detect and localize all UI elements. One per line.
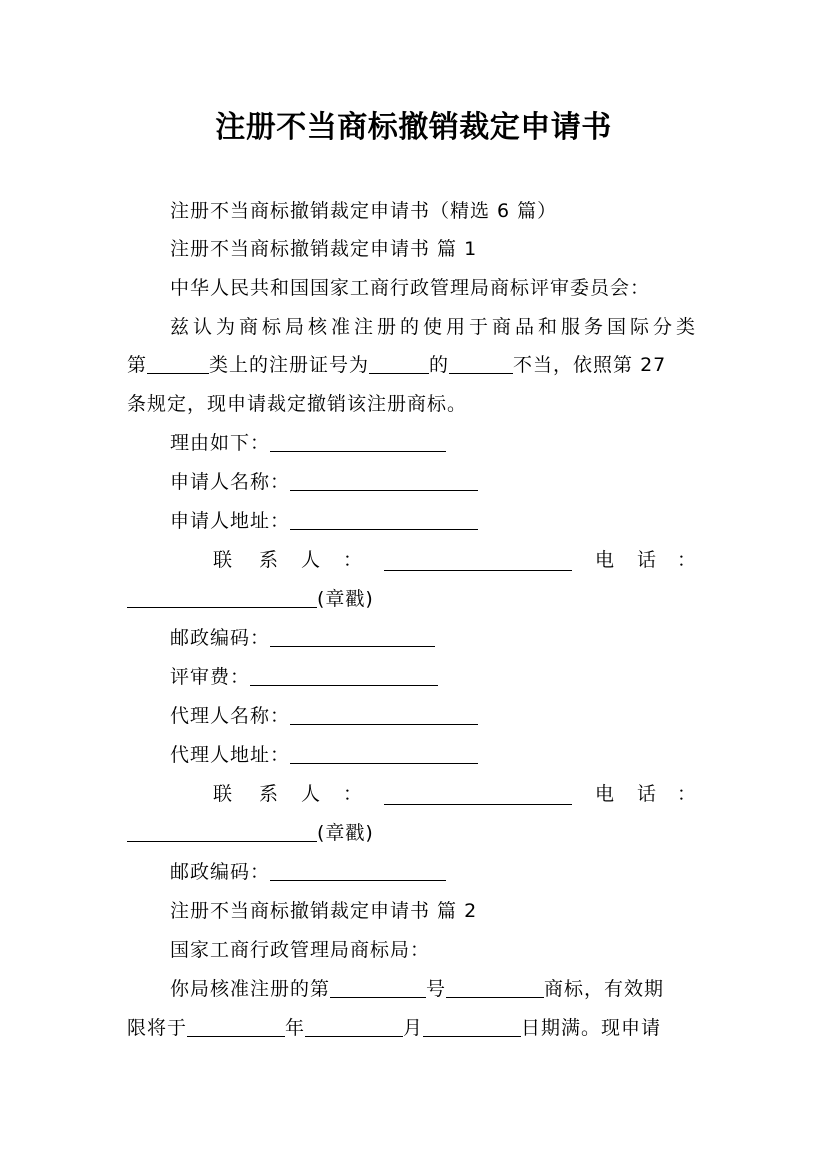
agent-phone-seal-line	[0, 818, 827, 848]
blank-month-field[interactable]	[305, 1016, 403, 1037]
blank-year-field[interactable]	[187, 1016, 285, 1037]
text-your-bureau: 你局核准注册的第	[170, 978, 331, 1000]
seal-label: (章戳)	[317, 588, 374, 610]
phone-field[interactable]	[127, 587, 317, 608]
agent-address-line	[0, 740, 827, 770]
fee-label: 评审费：	[170, 666, 251, 688]
part1-body-line2	[0, 350, 827, 380]
agent-name-label: 代理人名称：	[170, 705, 291, 727]
text-hao: 号	[426, 978, 447, 1000]
contact-field[interactable]	[384, 550, 572, 571]
part1-body-line3: 条规定，现申请裁定撤销该注册商标。	[127, 393, 468, 415]
phone-char-1: 电	[595, 549, 615, 571]
postcode-line	[0, 623, 827, 653]
blank-number-field[interactable]	[330, 977, 426, 998]
contact-char-1: 联	[213, 549, 233, 571]
contact-colon: ：	[343, 549, 363, 571]
part2-body-line1	[0, 974, 827, 1004]
postcode2-label: 邮政编码：	[170, 861, 271, 883]
agent-seal-label: (章戳)	[317, 822, 374, 844]
agent-address-label: 代理人地址：	[170, 744, 291, 766]
text-de: 的	[429, 354, 450, 376]
text-year: 年	[285, 1017, 306, 1039]
postcode2-field[interactable]	[270, 860, 446, 881]
applicant-name-field[interactable]	[290, 470, 478, 491]
applicant-address-line	[0, 506, 827, 536]
blank-class-field[interactable]	[147, 353, 209, 374]
text-month: 月	[403, 1017, 424, 1039]
agent-contact-char-1: 联	[213, 783, 233, 805]
agent-name-line	[0, 701, 827, 731]
contact-char-2: 系	[259, 549, 279, 571]
part1-addressee: 中华人民共和国国家工商行政管理局商标评审委员会：	[170, 277, 651, 299]
document-title: 注册不当商标撤销裁定申请书	[215, 110, 612, 145]
applicant-address-field[interactable]	[290, 509, 478, 530]
postcode-field[interactable]	[270, 626, 435, 647]
phone-colon: ：	[677, 549, 697, 571]
text-di: 第	[127, 354, 148, 376]
postcode2-line	[0, 857, 827, 887]
text-improper: 不当，依照第 27	[513, 354, 667, 376]
phone-char-2: 话	[637, 549, 657, 571]
applicant-name-line	[0, 467, 827, 497]
blank-reg-number-field[interactable]	[369, 353, 429, 374]
reason-label: 理由如下：	[170, 432, 271, 454]
contact-char-3: 人	[301, 549, 321, 571]
agent-contact-colon: ：	[343, 783, 363, 805]
blank-mark-field[interactable]	[449, 353, 513, 374]
phone-seal-line	[0, 584, 827, 614]
blank-trademark-field[interactable]	[446, 977, 544, 998]
agent-phone-field[interactable]	[127, 821, 317, 842]
agent-address-field[interactable]	[290, 743, 478, 764]
agent-phone-colon: ：	[677, 783, 697, 805]
text-expire: 限将于	[127, 1017, 188, 1039]
agent-contact-phone-line	[127, 779, 700, 809]
agent-contact-char-3: 人	[301, 783, 321, 805]
text-validity: 商标，有效期	[544, 978, 665, 1000]
reason-line	[0, 428, 827, 458]
agent-name-field[interactable]	[290, 704, 478, 725]
fee-line	[0, 662, 827, 692]
agent-contact-field[interactable]	[384, 784, 572, 805]
subtitle: 注册不当商标撤销裁定申请书（精选 6 篇）	[170, 200, 558, 222]
agent-phone-char-2: 话	[637, 783, 657, 805]
applicant-address-label: 申请人地址：	[170, 510, 291, 532]
part2-addressee: 国家工商行政管理局商标局：	[170, 939, 431, 961]
reason-field[interactable]	[270, 431, 446, 452]
blank-day-field[interactable]	[423, 1016, 521, 1037]
part2-heading: 注册不当商标撤销裁定申请书 篇 2	[170, 900, 478, 922]
text-day-apply: 日期满。现申请	[521, 1017, 662, 1039]
postcode-label: 邮政编码：	[170, 627, 271, 649]
text-class-reg: 类上的注册证号为	[209, 354, 370, 376]
applicant-name-label: 申请人名称：	[170, 471, 291, 493]
contact-phone-line	[127, 545, 700, 575]
fee-field[interactable]	[250, 665, 438, 686]
agent-phone-char-1: 电	[595, 783, 615, 805]
part1-heading: 注册不当商标撤销裁定申请书 篇 1	[170, 238, 478, 260]
agent-contact-char-2: 系	[259, 783, 279, 805]
part2-body-line2	[0, 1013, 827, 1043]
part1-body-line1: 兹认为商标局核准注册的使用于商品和服务国际分类	[170, 316, 700, 338]
